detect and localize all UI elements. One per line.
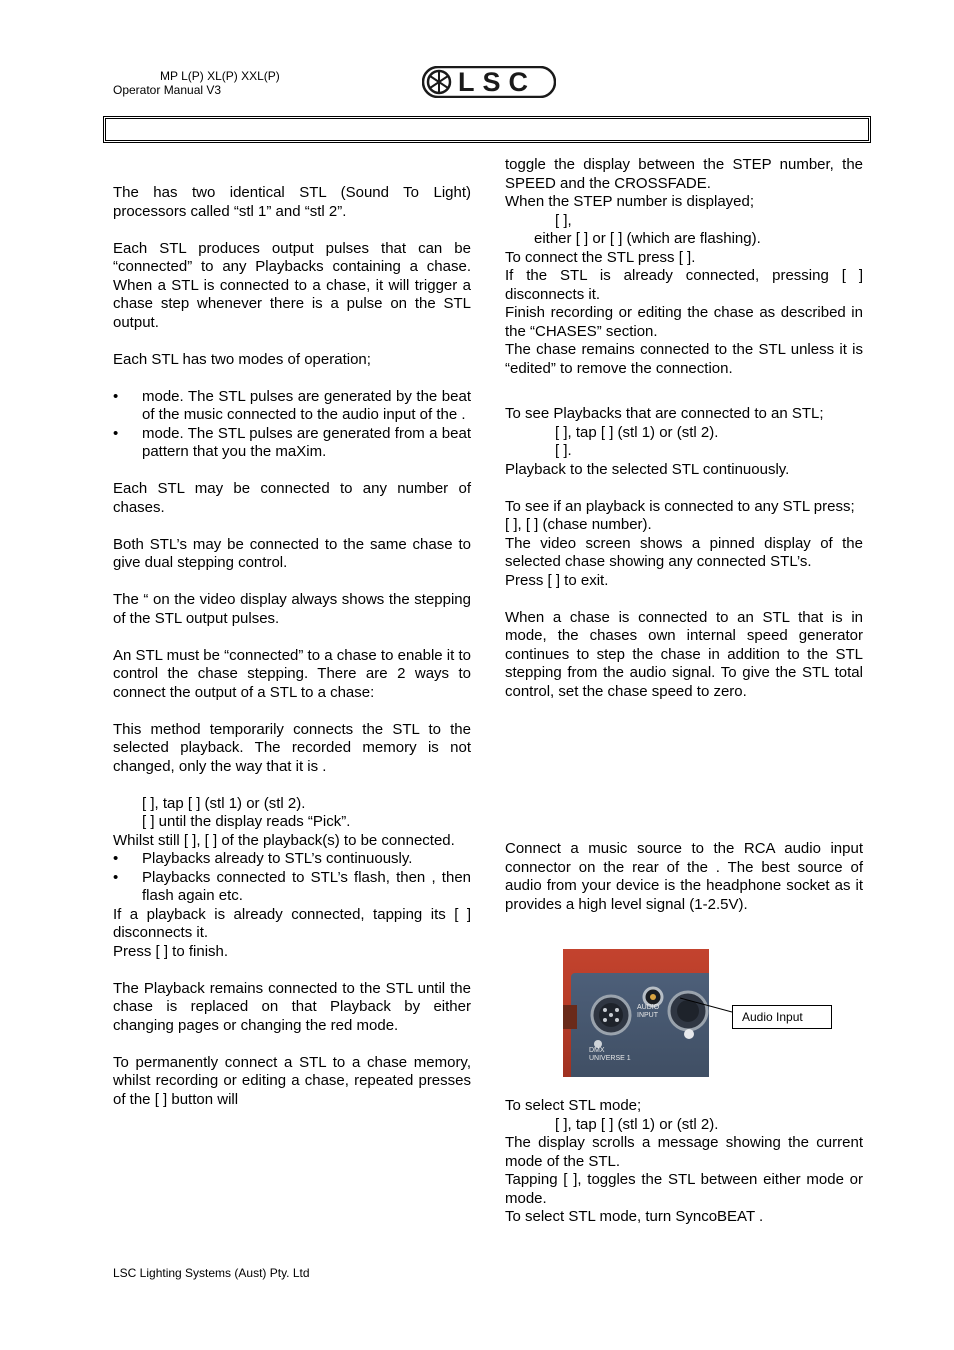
paragraph: Playback to the selected STL continuously. [505, 460, 790, 478]
list-item: • mode. The STL pulses are generated from a beat pattern that you the maXim. [113, 424, 471, 460]
instruction-step: Press [ ] to exit. [505, 571, 609, 589]
paragraph: To see if an playback is connected to any STL press; [505, 497, 855, 515]
audio-connection-text [505, 840, 863, 914]
paragraph: Connect a music source to the RCA audio input connector on the rear of the . The best source of audio from your device is the headphone socket as it provides a high level signal (1-2.5V). [505, 840, 863, 913]
paragraph: Finish recording or editing the chase as described in the “CHASES” section. [505, 304, 863, 340]
paragraph: Both STL’s may be connected to the same chase to give dual stepping control. [113, 535, 471, 571]
instruction-step: [ ] until the display reads “Pick”. [142, 813, 351, 830]
paragraph: The Playback remains connected to the STL until the chase is replaced on that Playback by either changing pages or changing the red mode. [113, 979, 471, 1034]
stl-mode-text [505, 1097, 863, 1227]
paragraph: To permanently connect a STL to a chase memory, whilst recording or editing a chase, repeated presses of the [ ] button will [113, 1053, 471, 1108]
instruction-step: [ ], [555, 211, 572, 229]
instruction-step: Press [ ] to finish. [113, 942, 229, 960]
left-column [113, 184, 471, 1109]
photo-label-dmx: DMX UNIVERSE 1 [589, 1047, 631, 1062]
instruction-step: [ ], tap [ ] (stl 1) or (stl 2). [555, 423, 719, 441]
lsc-logo [422, 66, 556, 98]
instruction-step: To select STL mode; [505, 1097, 642, 1114]
list-item: • Playbacks already to STL’s continuously. [113, 850, 413, 867]
paragraph: When a chase is connected to an STL that is in mode, the chases own internal speed generator continues to step the chase in addition to the STL stepping from the audio signal. To give the STL total control, set the chase speed to zero. [505, 608, 863, 700]
instruction-step: Whilst still [ ], [ ] of the playback(s) to be connected. [113, 831, 455, 849]
paragraph: Each STL may be connected to any number of chases. [113, 480, 471, 516]
document-manual-version: Operator Manual V3 [113, 83, 222, 97]
list-item: • mode. The STL pulses are generated by the beat of the music connected to the audio input of the . [113, 387, 471, 423]
right-column [505, 156, 863, 701]
paragraph: To see Playbacks that are connected to an STL; [505, 405, 824, 422]
paragraph: To select STL mode, turn SyncoBEAT . [505, 1208, 764, 1225]
document-model: MP L(P) XL(P) XXL(P) [160, 69, 280, 83]
paragraph: The has two identical STL (Sound To Light) processors called “stl 1” and “stl 2”. [113, 184, 471, 220]
callout-line-icon [680, 995, 740, 1025]
paragraph: The “ on the video display always shows the stepping of the STL output pulses. [113, 591, 471, 627]
section-title-bar [103, 116, 871, 143]
instruction-step: [ ], tap [ ] (stl 1) or (stl 2). [142, 794, 306, 812]
footer-company: LSC Lighting Systems (Aust) Pty. Ltd [113, 1266, 310, 1280]
audio-input-callout: Audio Input [732, 1005, 832, 1029]
instruction-step: If the STL is already connected, pressing [ ] disconnects it. [505, 267, 863, 303]
instruction-step: [ ]. [555, 442, 572, 459]
paragraph: When the STEP number is displayed; [505, 193, 755, 210]
paragraph: The chase remains connected to the STL unless it is “edited” to remove the connection. [505, 341, 863, 377]
paragraph: toggle the display between the STEP number, the SPEED and the CROSSFADE. [505, 156, 863, 192]
paragraph: Each STL has two modes of operation; [113, 350, 371, 368]
list-item: • Playbacks connected to STL’s flash, then , then flash again etc. [113, 868, 471, 904]
instruction-step: either [ ] or [ ] (which are flashing). [534, 230, 761, 247]
paragraph: An STL must be “connected” to a chase to enable it to control the chase stepping. There are 2 ways to connect the output of a STL to a chase: [113, 646, 471, 701]
paragraph: Each STL produces output pulses that can be “connected” to any Playbacks containing a chase. When a STL is connected to a chase, it will trigger a chase step whenever there is a pulse on the STL output. [113, 239, 471, 331]
photo-label-audio-input: AUDIO INPUT [637, 1004, 660, 1019]
paragraph: This method temporarily connects the STL to the selected playback. The recorded memory is not changed, only the way that it is . [113, 720, 471, 775]
paragraph: The display scrolls a message showing the current mode of the STL. [505, 1134, 863, 1170]
instruction-step: [ ], [ ] (chase number). [505, 516, 652, 533]
paragraph: The video screen shows a pinned display of the selected chase showing any connected STL’s. [505, 534, 863, 570]
instruction-step: [ ], tap [ ] (stl 1) or (stl 2). [555, 1115, 719, 1133]
logo-text: LSC [458, 67, 536, 97]
instruction-step: If a playback is already connected, tapping its [ ] disconnects it. [113, 905, 471, 941]
paragraph: Tapping [ ], toggles the STL between either mode or mode. [505, 1171, 863, 1207]
instruction-step: To connect the STL press [ ]. [505, 248, 696, 266]
